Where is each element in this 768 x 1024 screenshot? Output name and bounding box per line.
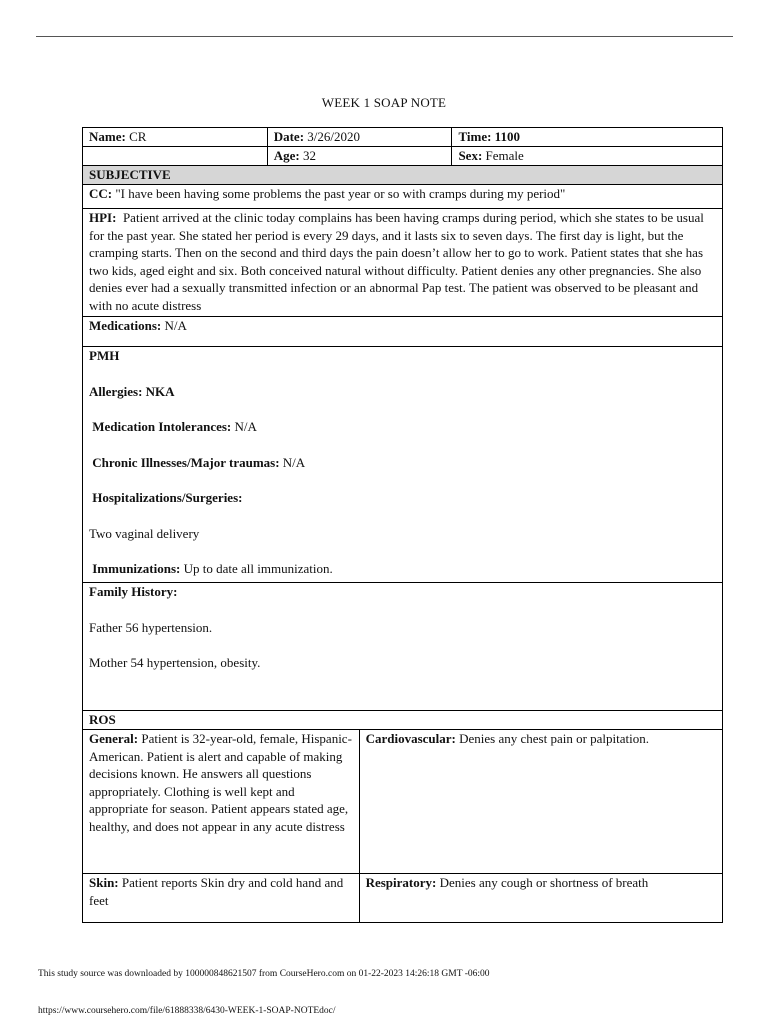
name-value: CR <box>129 129 147 144</box>
pmh-row <box>83 347 723 583</box>
ros-general-label: General: <box>89 731 139 746</box>
ros-skin-label: Skin: <box>89 875 119 890</box>
hpi-cell <box>83 209 723 317</box>
family-history-cell <box>83 583 723 711</box>
ros-respiratory-value: Denies any cough or shortness of breath <box>439 875 649 890</box>
medications-row <box>83 317 723 347</box>
age-label: Age: <box>273 148 300 163</box>
family-history-row <box>83 583 723 711</box>
ros-cardiovascular-value: Denies any chest pain or palpitation. <box>459 731 649 746</box>
med-intolerances-label: Medication Intolerances: <box>92 419 232 434</box>
ros-heading: ROS <box>83 711 723 730</box>
soap-note-table <box>82 127 723 923</box>
chronic-illnesses-value: N/A <box>282 454 306 470</box>
cc-cell <box>83 185 723 209</box>
top-rule <box>36 36 733 37</box>
ros-respiratory-label: Respiratory: <box>365 875 437 890</box>
ros-respiratory-cell <box>359 874 722 923</box>
hpi-row <box>83 209 723 317</box>
ros-skin-value: Patient reports Skin dry and cold hand and feet <box>89 875 344 908</box>
ros-skin-cell <box>83 874 360 923</box>
hpi-value: Patient arrived at the clinic today complains has been having cramps during period, which she states to be usual for the past year. She stated her period is every 29 days, and it lasts six to seven days. The first day is light, but the cramping starts. Then on the second and third days the pain doesn’t allow her to go to work. Patient states that she has two kids, aged eight and six. Both conceived natural without difficulty. Patient denies any other pregnancies. She also denies ever had a sexually transmitted infection or an abnormal Pap test. The patient was observed to be pleasant and with no acute distress <box>89 210 704 313</box>
date-cell <box>267 128 452 147</box>
subjective-heading: SUBJECTIVE <box>83 166 723 185</box>
name-cell <box>83 128 268 147</box>
ros-cardiovascular-cell <box>359 730 722 874</box>
med-intolerances-value: N/A <box>234 419 257 434</box>
hospitalizations-value: Two vaginal delivery <box>89 525 200 541</box>
ros-row-2 <box>83 874 723 923</box>
hospitalizations-label: Hospitalizations/Surgeries: <box>92 490 243 505</box>
hpi-label: HPI: <box>89 210 117 225</box>
family-history-heading: Family History: <box>89 584 178 599</box>
time-label: Time: <box>458 129 492 144</box>
cc-label: CC: <box>89 186 113 201</box>
ros-general-cell <box>83 730 360 874</box>
medications-value: N/A <box>164 318 187 333</box>
header-row-2 <box>83 147 723 166</box>
age-value: 32 <box>302 148 316 163</box>
family-father: Father 56 hypertension. <box>89 619 213 635</box>
pmh-cell <box>83 347 723 583</box>
time-value: 1100 <box>494 129 520 144</box>
footer-source-text: This study source was downloaded by 100000848621507 from CourseHero.com on 01-22-2023 14:26:18 GMT -06:00 <box>38 969 490 979</box>
ros-cardiovascular-label: Cardiovascular: <box>365 731 456 746</box>
age-cell <box>267 147 452 166</box>
allergies-label: Allergies: NKA <box>89 383 175 399</box>
name-label: Name: <box>89 129 126 144</box>
sex-label: Sex: <box>458 148 483 163</box>
ros-general-value: Patient is 32-year-old, female, Hispanic-American. Patient is alert and capable of making decisions known. He answers all questions appropriately. Clothing is well kept and appropriate for season. Patient appears stated age, healthy, and does not appear in any acute distress <box>89 731 352 834</box>
document-title: WEEK 1 SOAP NOTE <box>321 95 447 110</box>
footer-url[interactable]: https://www.coursehero.com/file/61888338/6430-WEEK-1-SOAP-NOTEdoc/ <box>38 1006 336 1016</box>
date-label: Date: <box>273 129 305 144</box>
chronic-illnesses-label: Chronic Illnesses/Major traumas: <box>92 454 280 470</box>
pmh-heading: PMH <box>89 348 120 363</box>
subjective-header-row <box>83 166 723 185</box>
date-value: 3/26/2020 <box>307 129 361 144</box>
cc-row <box>83 185 723 209</box>
family-mother: Mother 54 hypertension, obesity. <box>89 655 261 670</box>
medications-label: Medications: <box>89 318 162 333</box>
sex-value: Female <box>485 148 524 163</box>
medications-cell <box>83 317 723 347</box>
immunizations-label: Immunizations: <box>92 561 181 576</box>
cc-value: "I have been having some problems the past year or so with cramps during my period" <box>115 186 566 201</box>
empty-cell <box>83 147 268 166</box>
immunizations-value: Up to date all immunization. <box>183 561 333 576</box>
ros-header-row <box>83 711 723 730</box>
ros-row-1 <box>83 730 723 874</box>
time-cell <box>452 128 723 147</box>
header-row-1 <box>83 128 723 147</box>
sex-cell <box>452 147 723 166</box>
